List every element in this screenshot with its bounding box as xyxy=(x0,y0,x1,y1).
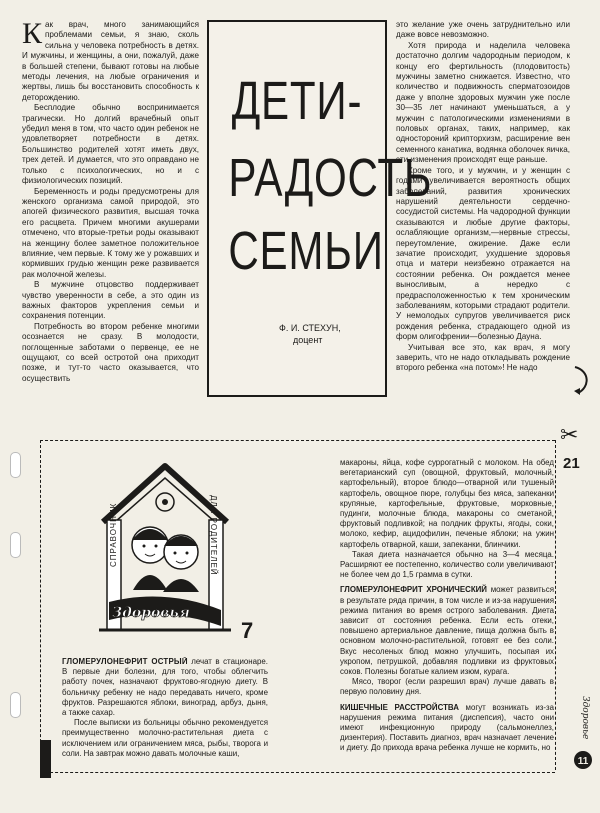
insert-paragraph: Мясо, творог (если разрешил врач) лучше давать в первую половину дня. xyxy=(340,677,554,697)
binder-hole xyxy=(10,452,21,478)
emblem-script-title: Здоровья xyxy=(112,605,190,621)
section-heading: ГЛОМЕРУЛОНЕФРИТ ХРОНИЧЕСКИЙ xyxy=(340,585,487,595)
emblem-label-right: ДЛЯ РОДИТЕЛЕЙ xyxy=(209,495,218,576)
article-paragraph: это желание уже очень затруднительно или даже вовсе невозможно. xyxy=(396,20,570,40)
author-credit xyxy=(279,322,341,346)
cut-line-left xyxy=(40,440,41,772)
page-number: 21 xyxy=(563,455,580,472)
insert-paragraph: Такая диета назначается обычно на 3—4 месяца. Расширяют ее постепенно, количество соли увеличивают не более чем до 1,5 грамма в сутки. xyxy=(340,549,554,580)
article-title-box xyxy=(207,20,433,397)
insert-paragraph: После выписки из больницы обычно рекомендуется преимущественно молочно-растительная диета с исключением или ограничением мяса, рыбы, творога и соли. На завтрак можно давать молочные каши, xyxy=(62,718,268,758)
author-name: Ф. И. СТЕХУН, xyxy=(279,323,341,333)
article-left-column xyxy=(22,20,199,398)
scissors-icon: ✂ xyxy=(560,422,579,447)
insert-paragraph: КИШЕЧНЫЕ РАССТРОЙСТВА могут возникать из-за нарушения режима питания (диспепсия), часто они имеют инфекционную природу (сальмонеллез, дизентерия). Поставить диагноз, врач назначает лечение и диету. До прихода врача ребенка лучше не кормить, но xyxy=(340,702,554,753)
svg-text:11: 11 xyxy=(577,756,589,767)
insert-paragraph: ГЛОМЕРУЛОНЕФРИТ ХРОНИЧЕСКИЙ может развиться в результате ряда причин, в том числе и из-за нарушения режима питания во время острого заболевания. Диета зависит от состояния ребенка. Если есть отеки, повышено артериальное давление, пища должна быть в основном молочно-растительной, готовят ее без соли. Вкус несоленых блюд можно улучшить, посыпая их укропом, петрушкой, добавляя подливки из фруктовых соков. Полезны богатые калием изюм, курага. xyxy=(340,585,554,677)
article-title-line: ДЕТИ- xyxy=(231,71,363,131)
article-title-line: РАДОСТЬ xyxy=(228,148,433,208)
binder-hole xyxy=(10,692,21,718)
svg-text:Здоровье: Здоровье xyxy=(580,696,590,740)
article-paragraph: Учитывая все это, как врач, я могу заверить, что не надо откладывать рождение второго ребенка «на потом»! Не надо xyxy=(396,342,570,373)
article-paragraph: Потребность во втором ребенке многими осознается не сразу. В молодости, поглощенные заботами о первенце, ее не ощущают, со всей остротой она приходит позже, и тут-то часто оказывается, что осуществить xyxy=(22,321,199,383)
cut-line-bottom xyxy=(40,772,555,773)
magazine-logo-icon xyxy=(572,690,594,770)
drop-cap: К xyxy=(22,20,43,50)
section-heading: КИШЕЧНЫЕ РАССТРОЙСТВА xyxy=(340,702,459,712)
insert-paragraph: ГЛОМЕРУЛОНЕФРИТ ОСТРЫЙ лечат в стационаре. В первые дни болезни, для того, чтобы облегчить работу почек, назначают фруктово-ягодную диету. В больничку ребенку не надо передавать ничего, кроме фруктов. Разрешаются яблоки, виноград, арбуз, дыня, а также сахар. xyxy=(62,657,268,718)
insert-paragraph: макароны, яйца, кофе суррогатный с молоком. На обед вегетарианский суп (овощной, фруктовый, молочный, картофельный), второе блюдо—отварной или тушеный картофель, овощное пюре, голубцы без мяса, запеканки крупяные, картофельные, фруктовые, морковные, пудинги, молочные блюда, макароны со сметаной, фруктовый подливкой; на полдник фрукты, ягоды, соки, молоко, кефир, ацидофилин, печеные яблоки; на ужин картофель отварной, каши, запеканки, блинчики. xyxy=(340,458,554,549)
insert-right-column xyxy=(340,458,554,770)
cut-line-right xyxy=(555,440,556,770)
article-paragraph: Беременность и роды предусмотрены для женского организма самой природой, это апогей физического развития, высшая точка его расцвета. Причем многими акушерами отмечено, что вторые-третьи роды оказывают на женщину более заметное положительное влияние, чем первые. К тому же у рожавших и кормивших грудью женщин реже развивается рак молочной железы. xyxy=(22,186,199,279)
article-right-column xyxy=(396,20,570,400)
article-paragraph: Как врач, много занимающийся проблемами семьи, я знаю, сколь сильна у человека потребность в детях. И мужчины, и женщины, а они, пожалуй, даже в большей степени, бывают готовы на любые методы лечения, на любые ограничения и жертвы, лишь бы восстановить способность к деторождению. xyxy=(22,20,199,102)
issue-number: 7 xyxy=(241,618,254,643)
article-paragraph: Кроме того, и у мужчин, и у женщин с годами увеличивается вероятность общих заболеваний, развития хронических нарушений деятельности сердечно-сосудистой системы. На чадородной функции сказываются и любые другие факторы, ослабляющие организм,—нервные стрессы, переутомление, ожирение. Даже если зачатие происходит, ухудшение здоровья отца и матери неизбежно отражается на состоянии ребенка. Он рождается менее выносливым, а нередко с предрасположенностью к тем хроническим заболеваниям, которыми страдают родители. У немолодых супругов увеличивается риск рождения ребенка, страдающего одной из форм олигофрении—болезнью Дауна. xyxy=(396,165,570,342)
author-role: доцент xyxy=(293,335,323,345)
article-paragraph: В мужчине отцовство поддерживает чувство уверенности в себе, а это один из важных факторов укрепления семьи и сохранения потенции. xyxy=(22,280,199,321)
section-heading: ГЛОМЕРУЛОНЕФРИТ ОСТРЫЙ xyxy=(62,657,188,666)
emblem-label-left: СПРАВОЧНИК xyxy=(109,502,118,567)
article-paragraph: Хотя природа и наделила человека достаточно долгим чадородным периодом, к концу его фертильность (плодовитость) мужчины заметно снижается. Известно, что количество и подвижность сперматозоидов даже у вполне здоровых мужчин уже после 30—35 лет начинают уменьшаться, а у мужчин с патологическими изменениями в половых органах, таких, например, как одностороний крипторхизм, расширение вен семенного канатика, водянка оболочек яичка, эти изменения происходят еще раньше. xyxy=(396,40,570,165)
cut-line-top xyxy=(40,440,555,441)
binder-bar xyxy=(40,740,51,778)
article-title-line: СЕМЬИ xyxy=(228,221,384,281)
article-paragraph: Бесплодие обычно воспринимается трагически. Но долгий врачебный опыт убедил меня в том, что часто один ребенок не удовлетворяет потребности в детях. Большинство родителей хотят иметь двух, трех детей. И думается, что это оправдано не только с психологических, но и с физиологических позиций. xyxy=(22,103,199,186)
continue-arrow-icon xyxy=(572,365,594,397)
insert-left-column xyxy=(62,657,268,769)
binder-hole xyxy=(10,532,21,558)
